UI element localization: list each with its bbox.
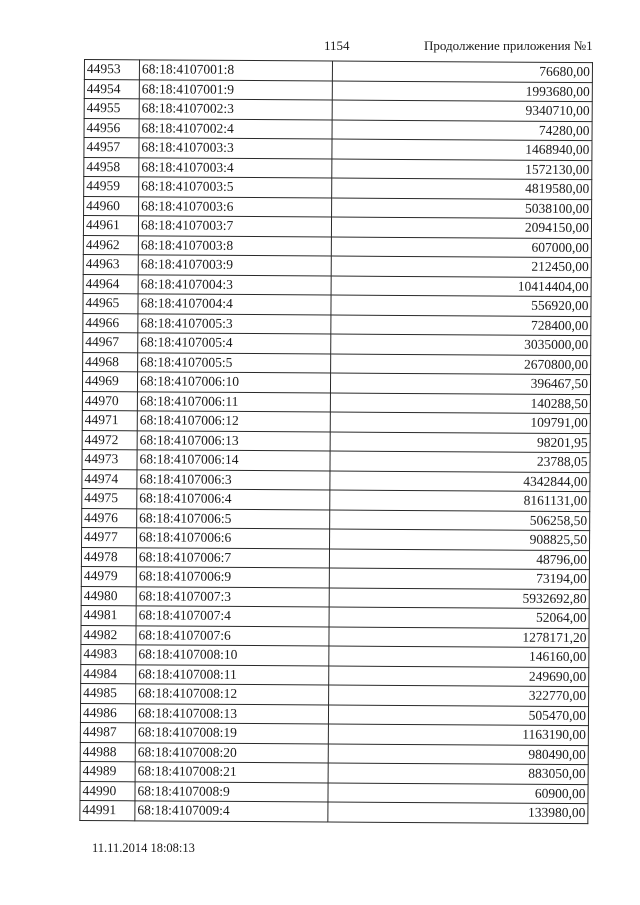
table-row — [81, 605, 589, 628]
cadastral-number-cell: 68:18:4107008:9 — [135, 781, 328, 802]
cadastral-number-cell: 68:18:4107006:5 — [137, 508, 330, 529]
row-number-cell: 44954 — [84, 79, 139, 99]
cadastral-value-cell: 146160,00 — [329, 646, 589, 667]
table-row — [82, 469, 590, 492]
cadastral-value-cell: 4342844,00 — [330, 471, 590, 492]
table-row — [83, 293, 591, 316]
cadastral-number-cell: 68:18:4107003:6 — [139, 196, 332, 217]
cadastral-value-cell: 505470,00 — [328, 705, 588, 726]
page-number: 1154 — [324, 38, 350, 53]
cadastral-number-cell: 68:18:4107003:3 — [139, 138, 332, 159]
cadastral-value-cell: 3035000,00 — [331, 334, 591, 355]
row-number-cell: 44959 — [84, 177, 139, 197]
cadastral-number-cell: 68:18:4107006:10 — [137, 372, 330, 393]
cadastral-value-cell: 5038100,00 — [332, 198, 592, 219]
cadastral-value-cell: 5932692,80 — [329, 588, 589, 609]
cadastral-number-cell: 68:18:4107002:3 — [139, 99, 332, 120]
appendix-title: Продолжение приложения №1 — [424, 38, 593, 53]
row-number-cell: 44966 — [83, 313, 138, 333]
cadastral-number-cell: 68:18:4107006:6 — [137, 528, 330, 549]
cadastral-number-cell: 68:18:4107005:5 — [138, 352, 331, 373]
cadastral-number-cell: 68:18:4107008:10 — [136, 645, 329, 666]
table-row — [81, 683, 589, 706]
cadastral-number-cell: 68:18:4107008:19 — [135, 723, 328, 744]
cadastral-value-cell: 98201,95 — [330, 432, 590, 453]
cadastral-value-cell: 1993680,00 — [332, 81, 592, 102]
cadastral-value-cell: 2094150,00 — [331, 217, 591, 238]
cadastral-number-cell: 68:18:4107003:7 — [138, 216, 331, 237]
cadastral-number-cell: 68:18:4107006:7 — [136, 547, 329, 568]
cadastral-value-cell: 908825,50 — [330, 529, 590, 550]
cadastral-number-cell: 68:18:4107006:14 — [137, 450, 330, 471]
cadastral-value-cell: 76680,00 — [332, 61, 592, 82]
cadastral-number-cell: 68:18:4107002:4 — [139, 118, 332, 139]
table-row — [84, 157, 592, 180]
table-row — [83, 235, 591, 258]
row-number-cell: 44963 — [83, 254, 138, 274]
cadastral-number-cell: 68:18:4107005:3 — [138, 313, 331, 334]
row-number-cell: 44967 — [83, 332, 138, 352]
cadastral-value-cell: 980490,00 — [328, 744, 588, 765]
table-row — [83, 313, 591, 336]
table-row — [80, 761, 588, 784]
cadastral-value-cell: 52064,00 — [329, 607, 589, 628]
row-number-cell: 44969 — [82, 371, 137, 391]
row-number-cell: 44988 — [80, 742, 135, 762]
row-number-cell: 44962 — [83, 235, 138, 255]
row-number-cell: 44968 — [83, 352, 138, 372]
cadastral-number-cell: 68:18:4107008:12 — [136, 684, 329, 705]
table-row — [84, 138, 592, 161]
row-number-cell: 44970 — [82, 391, 137, 411]
row-number-cell: 44972 — [82, 430, 137, 450]
cadastral-number-cell: 68:18:4107003:5 — [139, 177, 332, 198]
row-number-cell: 44981 — [81, 605, 136, 625]
cadastral-value-cell: 9340710,00 — [332, 100, 592, 121]
table-row — [80, 703, 588, 726]
cadastral-number-cell: 68:18:4107001:9 — [139, 79, 332, 100]
cadastral-value-table — [79, 59, 593, 824]
table-row — [82, 391, 590, 414]
cadastral-value-cell: 1278171,20 — [329, 627, 589, 648]
table-row — [83, 332, 591, 355]
row-number-cell: 44975 — [82, 488, 137, 508]
table-row — [83, 216, 591, 239]
row-number-cell: 44971 — [82, 410, 137, 430]
table-row — [84, 60, 592, 83]
cadastral-value-cell: 728400,00 — [331, 315, 591, 336]
cadastral-number-cell: 68:18:4107008:13 — [135, 703, 328, 724]
table-row — [82, 488, 590, 511]
cadastral-number-cell: 68:18:4107006:3 — [137, 469, 330, 490]
row-number-cell: 44960 — [84, 196, 139, 216]
row-number-cell: 44989 — [80, 761, 135, 781]
cadastral-number-cell: 68:18:4107006:11 — [137, 391, 330, 412]
print-timestamp: 11.11.2014 18:08:13 — [92, 841, 195, 855]
row-number-cell: 44977 — [82, 527, 137, 547]
row-number-cell: 44984 — [81, 664, 136, 684]
cadastral-number-cell: 68:18:4107003:4 — [139, 157, 332, 178]
cadastral-number-cell: 68:18:4107005:4 — [138, 333, 331, 354]
row-number-cell: 44987 — [80, 722, 135, 742]
row-number-cell: 44980 — [81, 586, 136, 606]
row-number-cell: 44956 — [84, 118, 139, 138]
row-number-cell: 44957 — [84, 138, 139, 158]
cadastral-value-cell: 1572130,00 — [332, 159, 592, 180]
row-number-cell: 44961 — [83, 216, 138, 236]
cadastral-number-cell: 68:18:4107006:13 — [137, 430, 330, 451]
cadastral-value-cell: 883050,00 — [328, 763, 588, 784]
cadastral-value-cell: 249690,00 — [329, 666, 589, 687]
cadastral-value-cell: 48796,00 — [329, 549, 589, 570]
table-row — [82, 527, 590, 550]
cadastral-value-cell: 133980,00 — [328, 802, 588, 823]
cadastral-value-cell: 10414404,00 — [331, 276, 591, 297]
table-row — [81, 664, 589, 687]
table-row — [83, 352, 591, 375]
row-number-cell: 44953 — [84, 60, 139, 80]
table-row — [84, 118, 592, 141]
table-row — [83, 274, 591, 297]
cadastral-value-cell: 396467,50 — [330, 373, 590, 394]
cadastral-value-cell: 506258,50 — [330, 510, 590, 531]
table-body — [80, 60, 593, 824]
table-row — [82, 508, 590, 531]
row-number-cell: 44983 — [81, 644, 136, 664]
table-row — [84, 177, 592, 200]
table-row — [84, 196, 592, 219]
cadastral-number-cell: 68:18:4107004:4 — [138, 294, 331, 315]
row-number-cell: 44958 — [84, 157, 139, 177]
row-number-cell: 44965 — [83, 293, 138, 313]
table-row — [82, 430, 590, 453]
table-row — [80, 781, 588, 804]
cadastral-value-cell: 4819580,00 — [332, 178, 592, 199]
cadastral-value-cell: 556920,00 — [331, 295, 591, 316]
cadastral-value-cell: 60900,00 — [328, 783, 588, 804]
row-number-cell: 44991 — [80, 800, 135, 820]
cadastral-number-cell: 68:18:4107001:8 — [139, 60, 332, 81]
row-number-cell: 44979 — [81, 566, 136, 586]
cadastral-value-cell: 74280,00 — [332, 120, 592, 141]
cadastral-value-cell: 212450,00 — [331, 256, 591, 277]
cadastral-number-cell: 68:18:4107007:4 — [136, 606, 329, 627]
table-row — [81, 586, 589, 609]
table-row — [80, 742, 588, 765]
table-row — [84, 99, 592, 122]
table-row — [82, 410, 590, 433]
table-row — [84, 79, 592, 102]
table-row — [80, 722, 588, 745]
cadastral-number-cell: 68:18:4107007:3 — [136, 586, 329, 607]
cadastral-value-cell: 8161131,00 — [330, 490, 590, 511]
row-number-cell: 44964 — [83, 274, 138, 294]
row-number-cell: 44985 — [81, 683, 136, 703]
cadastral-number-cell: 68:18:4107008:20 — [135, 742, 328, 763]
row-number-cell: 44986 — [80, 703, 135, 723]
table-row — [80, 800, 588, 823]
table-row — [81, 625, 589, 648]
cadastral-value-cell: 1468940,00 — [332, 139, 592, 160]
row-number-cell: 44978 — [81, 547, 136, 567]
row-number-cell: 44974 — [82, 469, 137, 489]
cadastral-value-cell: 23788,05 — [330, 451, 590, 472]
cadastral-number-cell: 68:18:4107007:6 — [136, 625, 329, 646]
table-row — [81, 547, 589, 570]
cadastral-number-cell: 68:18:4107008:11 — [136, 664, 329, 685]
row-number-cell: 44955 — [84, 99, 139, 119]
cadastral-number-cell: 68:18:4107004:3 — [138, 274, 331, 295]
cadastral-number-cell: 68:18:4107006:9 — [136, 567, 329, 588]
cadastral-value-cell: 322770,00 — [329, 685, 589, 706]
cadastral-number-cell: 68:18:4107009:4 — [135, 801, 328, 822]
table-row — [82, 371, 590, 394]
cadastral-value-cell: 140288,50 — [330, 393, 590, 414]
table-row — [82, 449, 590, 472]
cadastral-number-cell: 68:18:4107008:21 — [135, 762, 328, 783]
cadastral-value-cell: 2670800,00 — [331, 354, 591, 375]
row-number-cell: 44973 — [82, 449, 137, 469]
cadastral-value-cell: 607000,00 — [331, 237, 591, 258]
cadastral-number-cell: 68:18:4107006:12 — [137, 411, 330, 432]
table-row — [83, 254, 591, 277]
table-row — [81, 644, 589, 667]
row-number-cell: 44990 — [80, 781, 135, 801]
row-number-cell: 44976 — [82, 508, 137, 528]
cadastral-value-cell: 73194,00 — [329, 568, 589, 589]
row-number-cell: 44982 — [81, 625, 136, 645]
cadastral-number-cell: 68:18:4107003:9 — [138, 255, 331, 276]
table-row — [81, 566, 589, 589]
cadastral-number-cell: 68:18:4107006:4 — [137, 489, 330, 510]
cadastral-value-cell: 1163190,00 — [328, 724, 588, 745]
cadastral-number-cell: 68:18:4107003:8 — [138, 235, 331, 256]
cadastral-value-cell: 109791,00 — [330, 412, 590, 433]
